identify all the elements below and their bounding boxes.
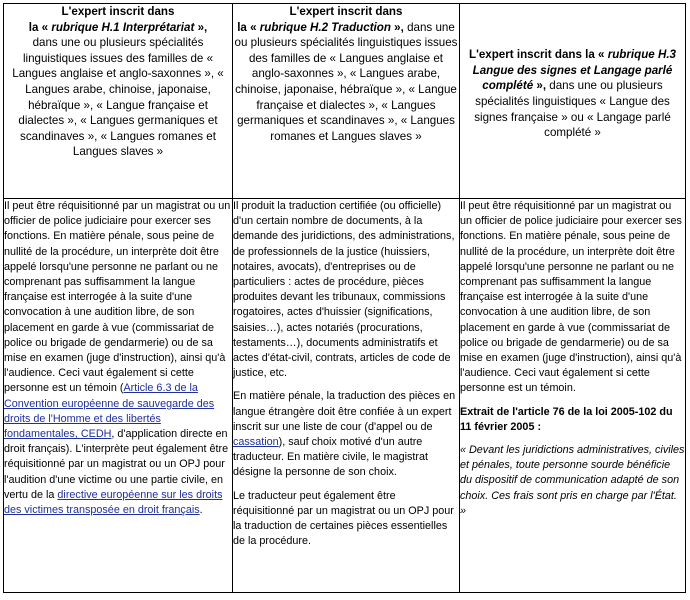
header-cell-sign-language: L'expert inscrit dans la « rubrique H.3 Langue des signes et Langage parlé complété », dans une ou plusieurs spécialités linguistiques « Langue des signes française » ou « Langage parlé complété » xyxy=(460,4,686,199)
paragraph: Il peut être réquisitionné par un magistrat ou un officier de police judiciaire pour exercer ses fonctions. En matière pénale, sous peine de nullité de la procédure, un interprète doit être appelé lorsqu'une personne ne parlant ou ne comprenant pas suffisamment la langue française est interrogée à la suite d'une convocation à une audition libre, de son placement en garde à vue (commissariat de police ou brigade de gendarmerie) ou de sa mise en examen (juge d'instruction), ainsi qu'à l'audience. Ceci vaut également si cette personne est un témoin. xyxy=(460,200,682,395)
body-cell-translation xyxy=(233,199,460,593)
paragraph: Il peut être réquisitionné par un magistrat ou un officier de police judiciaire pour exercer ses fonctions. En matière pénale, sous peine de nullité de la procédure, un interprète doit être appelé lorsqu'une personne ne parlant ou ne comprenant pas suffisamment la langue française est interrogée à la suite d'une convocation à une audition libre, de son placement en garde à vue (commissariat de police ou brigade de gendarmerie) ou de sa mise en examen (juge d'instruction), ainsi qu'à l'audience. Ceci vaut également si cette personne est un témoin (Article 6.3 de la Convention européenne de sauvegarde des droits de l'Homme et des libertés fondamentales, CEDH, d'application directe en droit français). L'interprète peut également être réquisitionné par un magistrat ou un OPJ pour l'audition d'une victime ou une partie civile, en vertu de la directive européenne sur les droits des victimes transposée en droit français. xyxy=(4,200,231,517)
header-lead: L'expert inscrit dans la « xyxy=(468,48,608,62)
paragraph: Il produit la traduction certifiée (ou officielle) d'un certain nombre de documents, à la demande des juridictions, des administrations, de professionnels de la justice (huissiers, notaires, avocats), d'entreprises ou de particuliers : actes de procédure, pièces produites devant les tribunaux, commissions rogatoires, actes d'huissier (significations, saisies…), actes notariés (procurations, testaments…), documents administratifs et actes d'état-civil, contrats, articles de code de justice, etc. xyxy=(233,200,455,380)
body-cell-sign-language xyxy=(460,199,686,593)
paragraph: En matière pénale, la traduction des pièces en langue étrangère doit être confiée à un expert inscrit sur une liste de cour (d'appel ou de cassation), sauf choix motivé d'un autre traducteur. En matière civile, le magistrat désigne la personne de son choix. xyxy=(233,390,456,479)
law-quote: « Devant les juridictions administratives, civiles et pénales, toute personne sourde bénéficie du dispositif de communication adapté de son choix. Ces frais sont pris en charge par l'État. » xyxy=(460,444,685,517)
victims-directive-link[interactable]: directive européenne sur les droits des victimes transposée en droit français xyxy=(4,488,223,517)
body-cell-interpretation xyxy=(4,199,233,593)
header-description: dans une ou plusieurs spécialités linguistiques « Langue des signes française » ou « Langage parlé complété » xyxy=(474,79,671,140)
header-rubric: rubrique H.2 Traduction xyxy=(259,20,391,34)
header-description: dans une ou plusieurs spécialités linguistiques issues des familles de « Langues anglaise et anglo-saxonnes », « Langues arabe, chinoise, japonaise, hébraïque », « Langue française et dialectes », « Langues germaniques et scandinaves », « Langues romanes et Langues slaves » xyxy=(12,36,224,159)
header-rubric: rubrique H.1 Interprétariat xyxy=(51,20,195,34)
header-lead: L'expert inscrit dans xyxy=(61,5,175,18)
header-row xyxy=(4,4,686,199)
header-rubric: rubrique H.3 Langue des signes et Langage parlé complété xyxy=(472,48,676,93)
cassation-link[interactable]: cassation xyxy=(233,436,279,449)
expert-comparison-table xyxy=(3,3,686,593)
paragraph: Le traducteur peut également être réquisitionné par un magistrat ou un OPJ pour la traduction de certaines pièces essentielles de la procédure. xyxy=(233,489,454,548)
cedh-article-link[interactable]: Article 6.3 de la Convention européenne de sauvegarde des droits de l'Homme et des libertés fondamentales, CEDH xyxy=(4,382,215,441)
body-row xyxy=(4,199,686,593)
header-rubric-wrapper: la « rubrique H.1 Interprétariat », xyxy=(28,20,208,34)
header-rubric-wrapper: la « rubrique H.2 Traduction », xyxy=(237,20,408,34)
law-extract-title: Extrait de l'article 76 de la loi 2005-102 du 11 février 2005 : xyxy=(460,405,673,433)
header-cell-translation xyxy=(233,4,460,199)
header-description: dans une ou plusieurs spécialités linguistiques issues des familles de « Langues anglaise et anglo-saxonnes », « Langues arabe, chinoise, japonaise, hébraïque », « Langue française et dialectes », « Langues germaniques et scandinaves », « Langues romanes et Langues slaves » xyxy=(234,20,458,143)
header-lead: L'expert inscrit dans xyxy=(289,5,403,18)
header-cell-interpretation xyxy=(4,4,233,199)
